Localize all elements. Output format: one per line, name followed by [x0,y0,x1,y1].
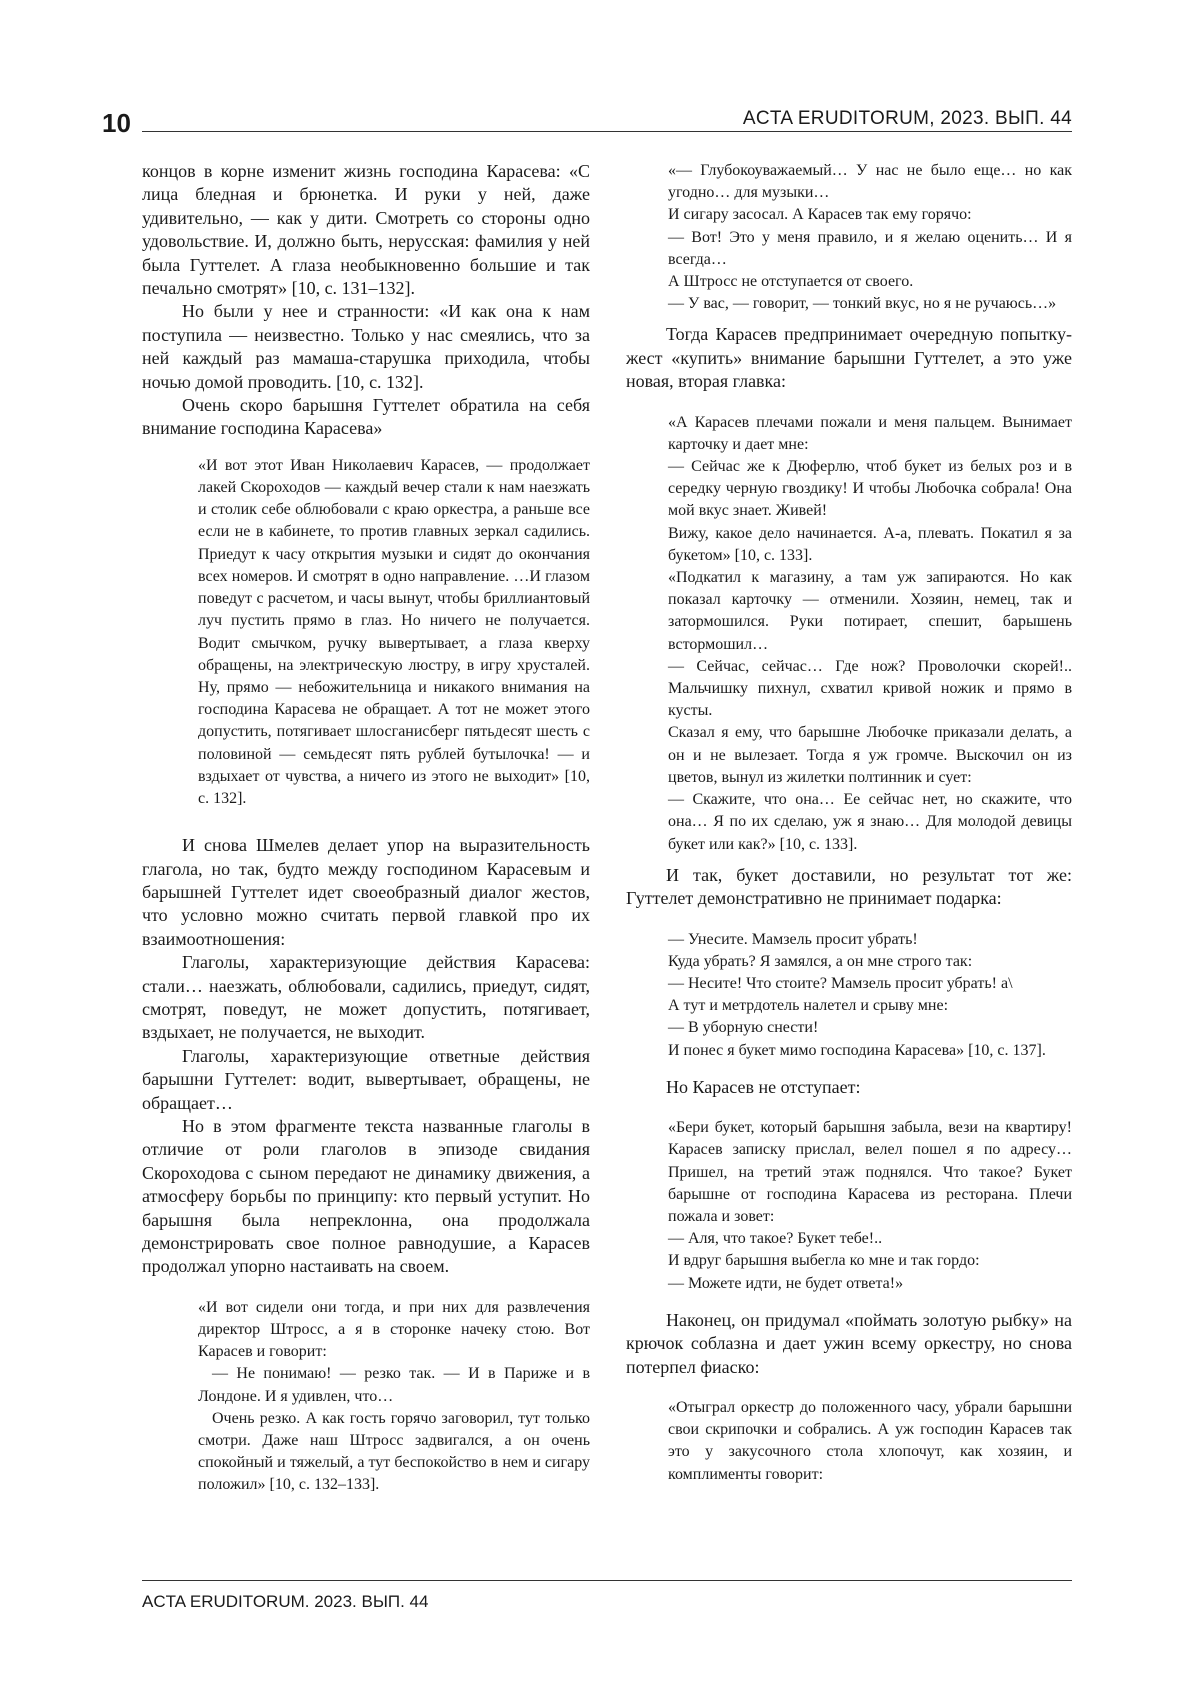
page-number: 10 [102,108,131,138]
block-quote [626,929,1072,1062]
quote-text: — Аля, что такое? Букет тебе!.. [668,1230,883,1248]
paragraph: Глаголы, характеризующие действия Карасева: стали… наезжать, облюбовали, садились, приедут, сидят, смотрят, поведут, не может допустить, потягивает, вздыхает, не получается, не выходит. [142,952,590,1043]
quote-text: — Сейчас, сейчас… Где нож? Проволочки скорей!.. Мальчишку пихнул, схватил кривой ножик и прямо в кусты. [668,657,1072,720]
quote-text: «Бери букет, который барышня забыла, вези на квартиру! Карасев записку прислал, велел пошел я по адресу… Пришел, на третий этаж поднялся. Что такое? Букет барышне от господина Карасева из ресторана. Плечи пожала и зовет: [668,1119,1072,1225]
quote-text: — У вас, — говорит, — тонкий вкус, но я не ручаюсь…» [668,295,1057,313]
block-quote [626,1117,1072,1295]
header-rule [142,131,1072,132]
paragraph: Но в этом фрагменте текста названные глаголы в отличие от роли глаголов в эпизоде свидания Скороходова с сыном передают не динамику движения, а атмосферу борьбы по принципу: кто первый уступит. Но барышня была непреклонна, она продолжала демонстрировать свое полное равнодушие, а Карасев продолжал упорно настаивать на своем. [142,1116,590,1277]
quote-text: Сказал я ему, что барышне Любочке приказали делать, а он и не вылезает. Тогда я уж громче. Выскочил он из цветов, вынул из жилетки полтинник и сует: [668,724,1072,786]
quote-text: Вижу, какое дело начинается. А-а, плевать. Покатил я за букетом» [10, с. 133]. [668,524,1072,564]
right-column [626,160,1072,1486]
quote-text: «А Карасев плечами пожали и меня пальцем. Вынимает карточку и дает мне: [668,413,1072,453]
quote-text: — Вот! Это у меня правило, и я желаю оценить… И я всегда… [668,228,1072,268]
block-quote [142,455,590,810]
paragraph: концов в корне изменит жизнь господина Карасева: «С лица бледная и брюнетка. И руки у ней, даже удивительно, — как у дити. Смотреть со стороны одно удовольствие. И, должно быть, нерусская: фамилия у ней была Гуттелет. А глаза необыкновенно большие и так печально смотрят» [10, с. 131–132]. [142,161,590,299]
quote-text: Куда убрать? Я замялся, а он мне строго так: [668,952,973,970]
quote-text: — Не понимаю! — резко так. — И в Париже и в Лондоне. И я удивлен, что… [198,1365,590,1405]
quote-text: А тут и метрдотель налетел и срыву мне: [668,997,949,1015]
paragraph: Тогда Карасев предпринимает очередную попытку-жест «купить» внимание барышни Гуттелет, а это уже новая, вторая главка: [626,324,1072,392]
quote-text: И понес я букет мимо господина Карасева» [10, с. 137]. [668,1041,1046,1059]
quote-text: «И вот сидели они тогда, и при них для развлечения директор Штросс, а я в сторонке начеку стою. Вот Карасев и говорит: [198,1298,590,1361]
paragraph: Но были у нее и странности: «И как она к нам поступила — неизвестно. Только у нас смеялись, что за ней каждый раз мамаша-старушка приходила, чтобы ночью домой проводить. [10, с. 132]. [142,301,590,392]
quote-text: — Унесите. Мамзель просит убрать! [668,930,918,948]
footer-rule [142,1580,1072,1581]
paragraph: Глаголы, характеризующие ответные действия барышни Гуттелет: водит, вывертывает, обращены, не обращает… [142,1045,590,1113]
block-quote [626,1397,1072,1486]
quote-text: — Скажите, что она… Ее сейчас нет, но скажите, что она… Я по их сделаю, уж я знаю… Для молодой девицы букет или как?» [10, с. 133]. [668,791,1072,853]
quote-text: А Штросс не отступается от своего. [668,273,914,291]
block-quote [626,412,1072,856]
paragraph: Наконец, он придумал «поймать золотую рыбку» на крючок соблазна и дает ужин всему оркестру, но снова потерпел фиаско: [626,1309,1072,1377]
quote-text: — Сейчас же к Дюферлю, чтоб букет из белых роз и в середку черную гвоздику! И чтобы Любочка собрала! Она мой вкус знает. Живей! [668,458,1072,520]
running-footer: ACTA ERUDITORUM. 2023. ВЫП. 44 [142,1592,429,1611]
paragraph: Но Карасев не отступает: [666,1076,861,1097]
quote-text: «Подкатил к магазину, а там уж запираются. Но как показал карточку — отменили. Хозяин, немец, так и затормошился. Руки потирает, спешит, барышень встормошил… [668,569,1072,653]
quote-text: — Можете идти, не будет ответа!» [668,1274,904,1292]
block-quote [142,1297,590,1497]
quote-text: — В уборную снести! [668,1019,819,1037]
paragraph: И снова Шмелев делает упор на выразительность глагола, но так, будто между господином Карасевым и барышней Гуттелет идет своеобразный диалог жестов, что условно можно считать первой главкой про их взаимоотношения: [142,835,590,949]
quote-text: И сигару засосал. А Карасев так ему горячо: [668,206,972,224]
quote-text: «Отыграл оркестр до положенного часу, убрали барышни свои скрипочки и собрались. А уж господин Карасев так это у закусочного стола хлопочут, как хозяин, и комплименты говорит: [668,1398,1072,1483]
quote-text: Очень резко. А как гость горячо заговорил, тут только смотри. Даже наш Штросс задвигался, а он очень спокойный и тяжелый, а тут беспокойство в нем и сигару положил» [10, с. 132–133]. [198,1409,590,1494]
quote-text: «И вот этот Иван Николаевич Карасев, — продолжает лакей Скороходов — каждый вечер стали к нам наезжать и столик себе облюбовали с краю оркестра, а раньше все если не в кабинете, то против главных зеркал садились. Приедут к часу открытия музыки и сидят до окончания всех номеров. И смотрят в одно направление. …И глазом поведут с расчетом, и часы вынут, чтобы бриллиантовый луч пустить прямо в глаз. Но ничего не получается. Водит смычком, ручку вывертывает, а глаза кверху обращены, на электрическую люстру, в игру хрусталей. Ну, прямо — небожительница и никакого внимания на господина Карасева не обращает. А тот не может этого допустить, потягивает шлосганисберг пятьдесят шесть с половиной — семьдесят пять рублей бутылочка! — и вздыхает от чувства, а ничего из этого не выходит» [10, с. 132]. [198,456,590,807]
running-header: ACTA ERUDITORUM, 2023. ВЫП. 44 [742,108,1072,129]
block-quote [626,160,1072,315]
quote-text: — Несите! Что стоите? Мамзель просит убрать! а\ [668,974,1013,992]
quote-text: И вдруг барышня выбегла ко мне и так гордо: [668,1252,980,1270]
left-column [142,160,590,1497]
paragraph: Очень скоро барышня Гуттелет обратила на себя внимание господина Карасева» [142,395,590,439]
quote-text: «— Глубокоуважаемый… У нас не было еще… но как угодно… для музыки… [668,162,1072,202]
paragraph: И так, букет доставили, но результат тот же: Гуттелет демонстративно не принимает подарка: [626,864,1072,909]
